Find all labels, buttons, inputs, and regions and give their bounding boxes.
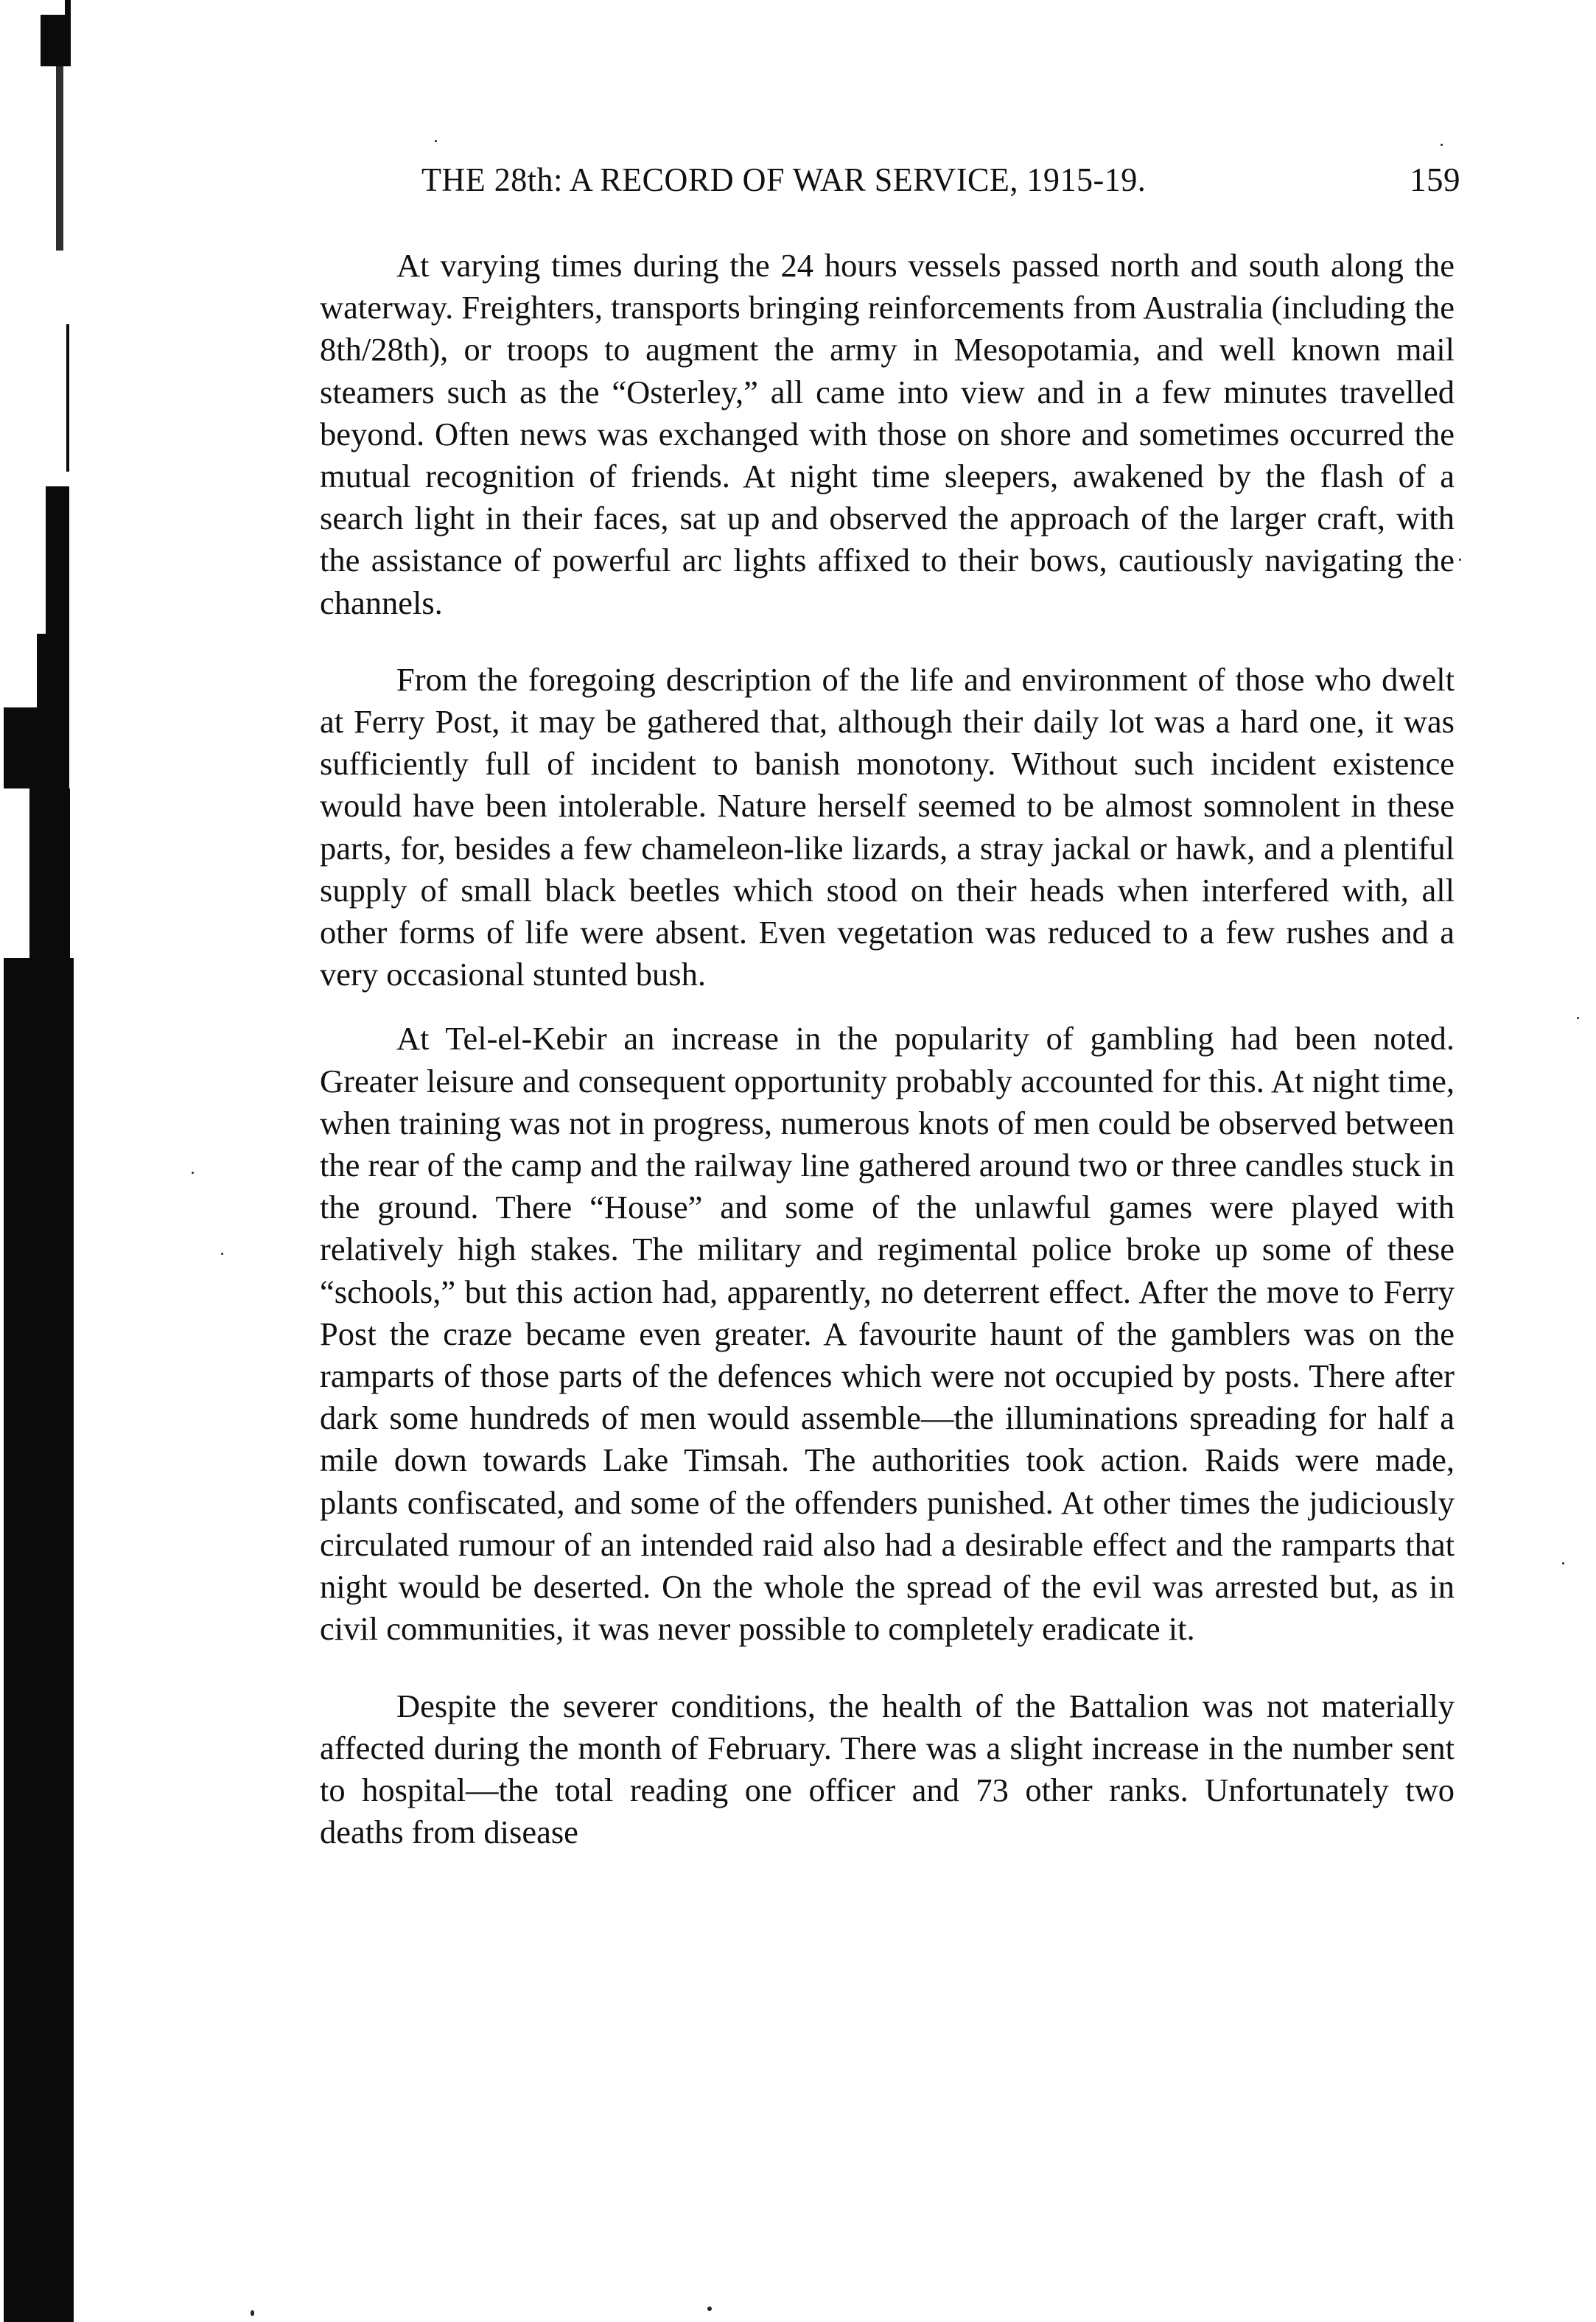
running-head — [421, 161, 1460, 205]
page-number: 159 — [1410, 161, 1460, 198]
running-head-title: THE 28th: A RECORD OF WAR SERVICE, 1915-19. — [421, 161, 1147, 198]
paragraph-ferry-post-life: From the foregoing description of the life and environment of those who dwelt at Ferry Post, it may be gathered that, although their daily lot was a hard one, it was sufficiently full of incident to banish monotony. Without such incident existence would have been intolerable. Nature herself seemed to be almost somnolent in these parts, for, besides a few chameleon-like lizards, a stray jackal or hawk, and a plentiful supply of small black beetles which stood on their heads when interfered with, all other forms of life were absent. Even vegetation was reduced to a few rushes and a very occasional stunted bush. — [320, 660, 1455, 993]
paragraph-battalion-health: Despite the severer conditions, the health of the Battalion was not materially affected during the month of February. There was a slight increase in the number sent to hospital—the total reading one officer and 73 other ranks. Unfortunately two deaths from disease — [320, 1687, 1455, 1851]
paragraph-gambling: At Tel-el-Kebir an increase in the popularity of gambling had been noted. Greater leisure and consequent opportunity probably accounted for this. At night time, when training was not in progress, numerous knots of men could be observed between the rear of the camp and the railway line gathered around two or three candles stuck in the ground. There “House” and some of the unlawful games were played with relatively high stakes. The military and regimental police broke up some of these “schools,” but this action had, apparently, no deterrent effect. After the move to Ferry Post the craze became even greater. A favourite haunt of the gamblers was on the ramparts of those parts of the defences which were not occupied by posts. There after dark some hundreds of men would assemble—the illuminations spreading for half a mile down towards Lake Timsah. The authorities took action. Raids were made, plants confiscated, and some of the offenders punished. At other times the judiciously circulated rumour of an intended raid also had a desirable effect and the ramparts that night would be deserted. On the whole the spread of the evil was arrested but, as in civil communities, it was never possible to completely eradicate it. — [320, 1020, 1455, 1648]
body-text — [320, 245, 1455, 1853]
paragraph-ships-on-canal: At varying times during the 24 hours vessels passed north and south along the waterway. Freighters, transports bringing reinforcements from Australia (including the 8th/28th), or troops to augment the army in Mesopotamia, and well known mail steamers such as the “Osterley,” all came into view and in a few minutes travelled beyond. Often news was exchanged with those on shore and sometimes occurred the mutual recognition of friends. At night time sleepers, awakened by the flash of a search light in their faces, sat up and observed the approach of the larger craft, with the assistance of powerful arc lights affixed to their bows, cautiously navigating the channels. — [320, 247, 1455, 621]
scan-binding-edge — [0, 0, 74, 2322]
